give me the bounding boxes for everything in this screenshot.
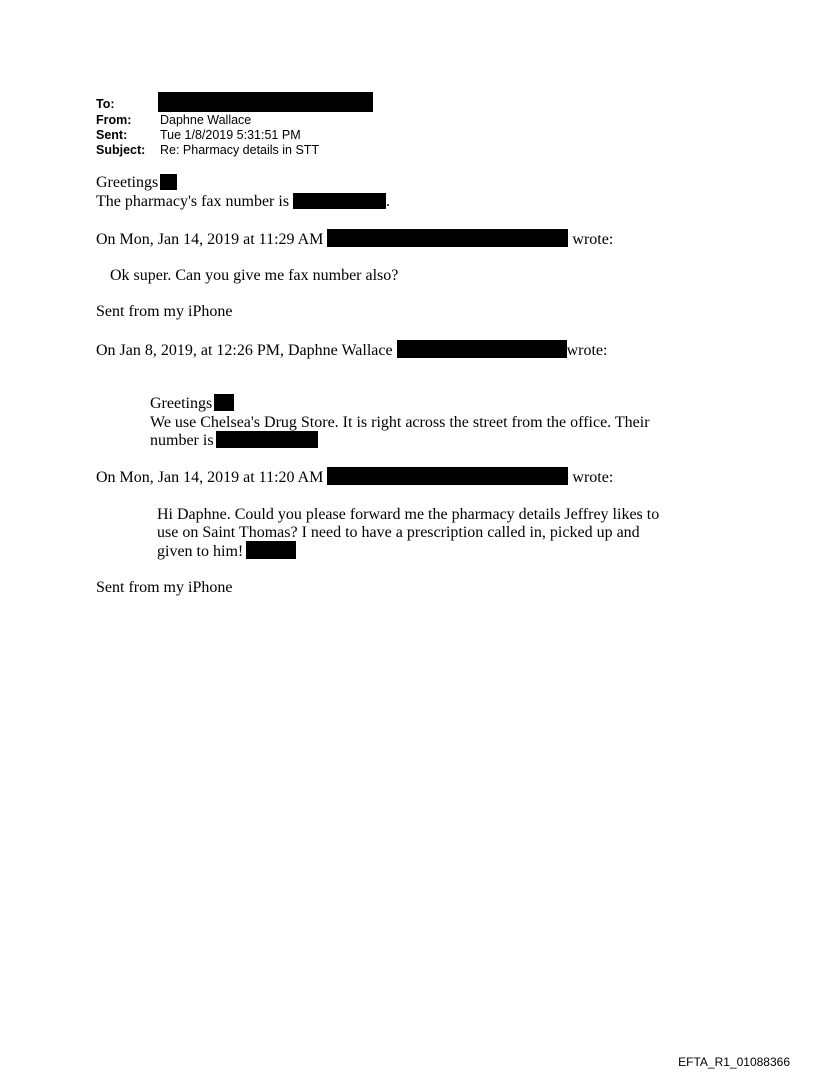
from-label: From: [96, 113, 132, 127]
quote2-greeting: Greetings [150, 395, 213, 412]
quote2-email-redaction [397, 340, 567, 358]
quote1-attribution-prefix: On Mon, Jan 14, 2019 at 11:29 AM [96, 231, 324, 248]
quote2-line1: We use Chelsea's Drug Store. It is right across the street from the office. Their [150, 414, 650, 431]
quote2-phone-redaction [216, 431, 318, 448]
signature1: Sent from my iPhone [96, 303, 233, 320]
quote1-body: Ok super. Can you give me fax number also? [110, 267, 399, 284]
quote2-attribution-suffix: wrote: [566, 342, 608, 359]
quote3-signoff-redaction [246, 541, 296, 559]
fax-line-period: . [386, 193, 391, 210]
document-id-stamp: EFTA_R1_01088366 [678, 1055, 790, 1069]
fax-line-text: The pharmacy's fax number is [96, 193, 290, 210]
quote1-attribution-suffix: wrote: [572, 231, 614, 248]
sent-label: Sent: [96, 128, 128, 142]
quote2-line2 [150, 431, 318, 450]
quote1-attribution [96, 229, 613, 249]
from-value: Daphne Wallace [160, 113, 252, 127]
subject-label: Subject: [96, 143, 146, 157]
quote2-line2-prefix: number is [150, 432, 214, 449]
greeting-redaction [160, 174, 177, 190]
quote1-sender-redaction [327, 229, 568, 247]
quote2-greeting-redaction [214, 394, 234, 411]
quote3-line1: Hi Daphne. Could you please forward me the pharmacy details Jeffrey likes to [157, 506, 660, 523]
quote3-attribution-suffix: wrote: [572, 469, 614, 486]
quote3-attribution [96, 467, 613, 487]
quote2-attribution-prefix: On Jan 8, 2019, at 12:26 PM, Daphne Wallace [96, 342, 393, 359]
quote3-sender-redaction [327, 467, 568, 485]
quote2-attribution [96, 340, 607, 360]
reply-fax-line [96, 192, 390, 211]
fax-number-redaction [293, 193, 386, 209]
quote2-greeting-line [150, 394, 234, 413]
quote3-line3-prefix: given to him! [157, 543, 244, 560]
signature2: Sent from my iPhone [96, 579, 233, 596]
to-redaction [158, 92, 373, 112]
quote3-line3 [157, 541, 296, 561]
subject-value: Re: Pharmacy details in STT [160, 143, 320, 157]
quote3-attribution-prefix: On Mon, Jan 14, 2019 at 11:20 AM [96, 469, 324, 486]
reply-greeting: Greetings [96, 174, 159, 191]
to-label: To: [96, 97, 115, 111]
quote3-line2: use on Saint Thomas? I need to have a prescription called in, picked up and [157, 524, 640, 541]
sent-value: Tue 1/8/2019 5:31:51 PM [160, 128, 301, 142]
reply-greeting-line [96, 173, 177, 192]
